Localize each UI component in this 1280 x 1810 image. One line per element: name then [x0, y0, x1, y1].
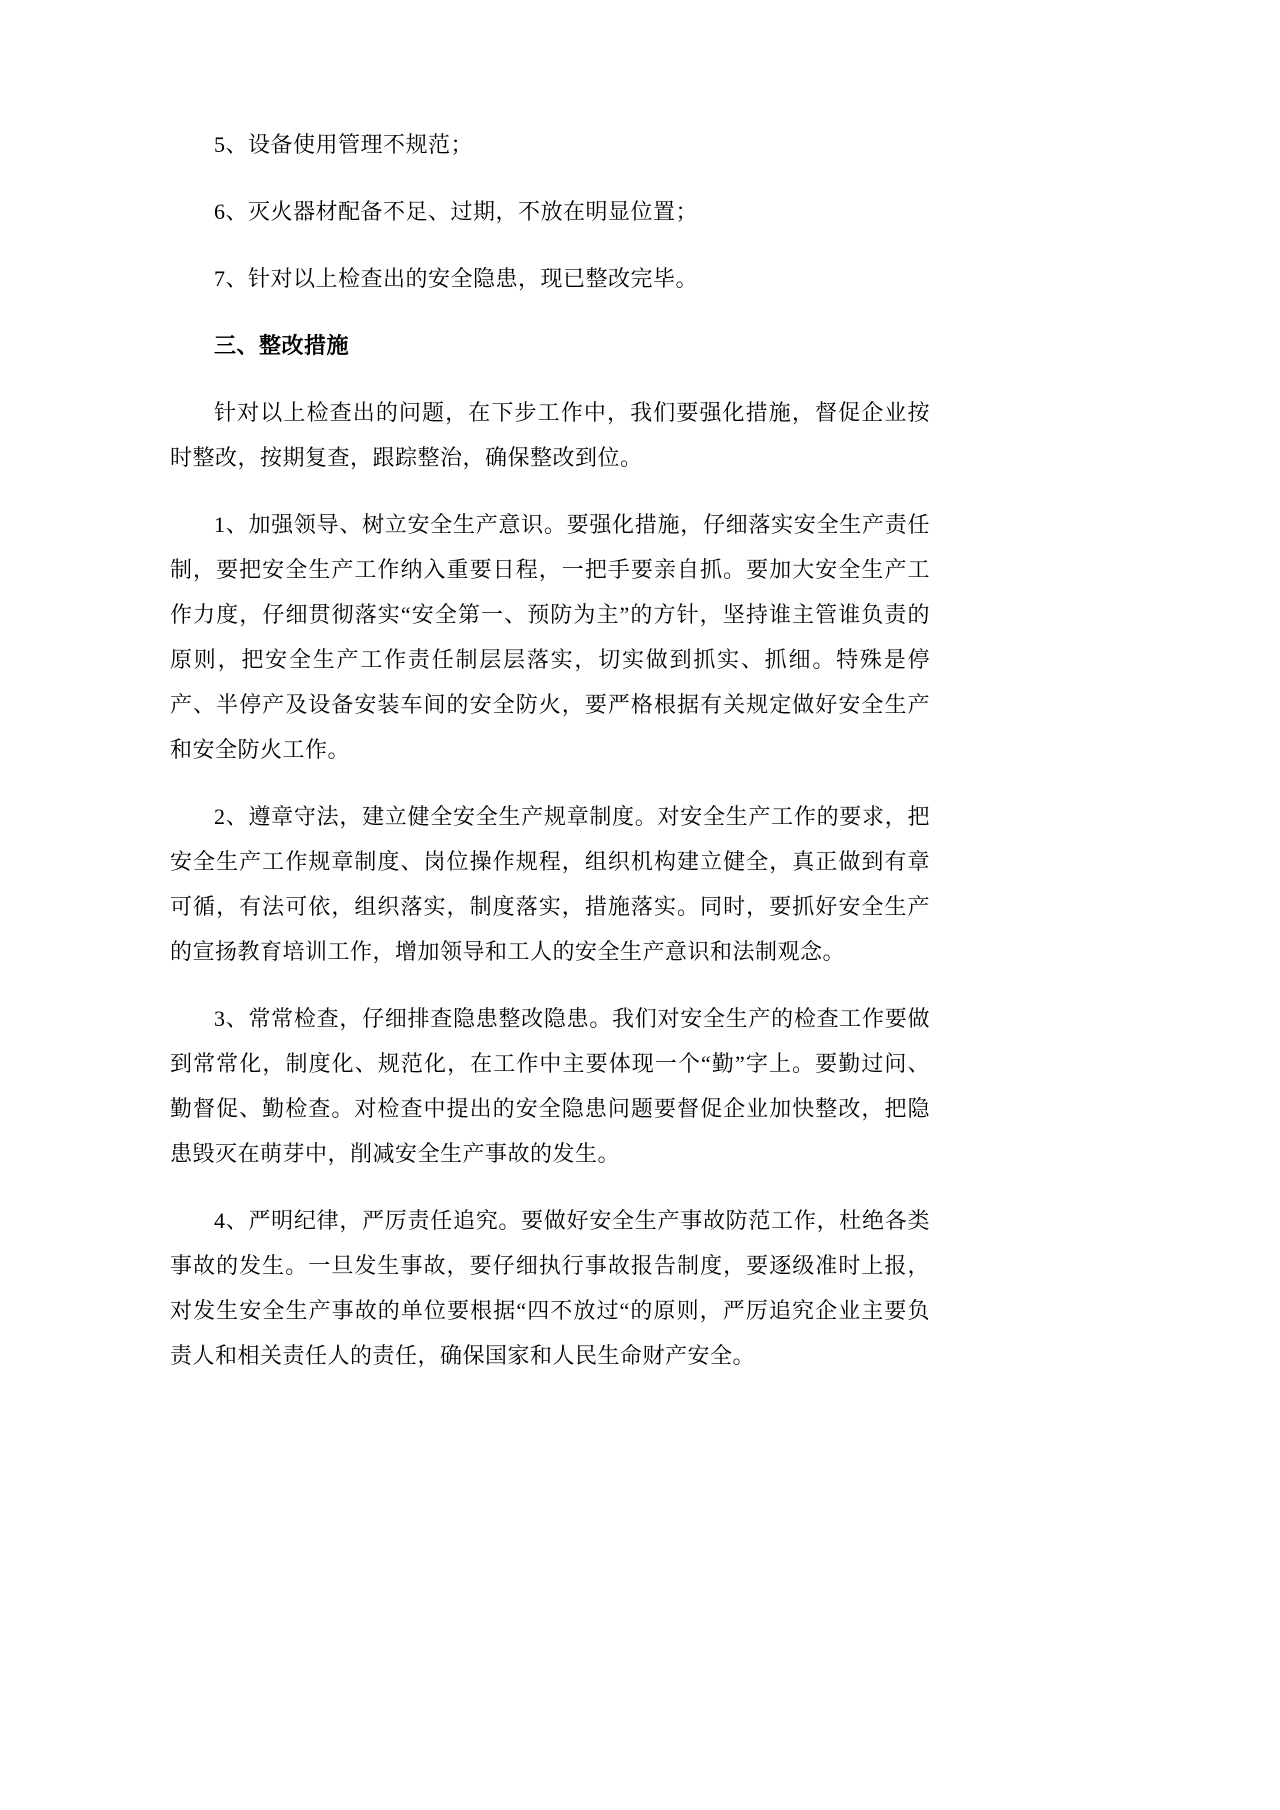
list-item-7: 7、针对以上检查出的安全隐患，现已整改完毕。	[214, 266, 699, 291]
list-item-5: 5、设备使用管理不规范；	[214, 132, 474, 157]
measure-item-1: 1、加强领导、树立安全生产意识。要强化措施，仔细落实安全生产责任制，要把安全生产工作纳入重要日程，一把手要亲自抓。要加大安全生产工作力度，仔细贯彻落实“安全第一、预防为主”的方针，坚持谁主管谁负责的原则，把安全生产工作责任制层层落实，切实做到抓实、抓细。特殊是停产、半停产及设备安装车间的安全防火，要严格根据有关规定做好安全生产和安全防火工作。	[170, 512, 930, 762]
paragraph-intro: 针对以上检查出的问题，在下步工作中，我们要强化措施，督促企业按时整改，按期复查，跟踪整治，确保整改到位。	[170, 400, 930, 470]
measure-item-3: 3、常常检查，仔细排查隐患整改隐患。我们对安全生产的检查工作要做到常常化，制度化、规范化，在工作中主要体现一个“勤”字上。要勤过问、勤督促、勤检查。对检查中提出的安全隐患问题要督促企业加快整改，把隐患毁灭在萌芽中，削减安全生产事故的发生。	[170, 1006, 930, 1166]
section-heading-rectification-measures: 三、整改措施	[214, 333, 350, 358]
measure-item-4: 4、严明纪律，严厉责任追究。要做好安全生产事故防范工作，杜绝各类事故的发生。一旦发生事故，要仔细执行事故报告制度，要逐级准时上报，对发生安全生产事故的单位要根据“四不放过“的原则，严厉追究企业主要负责人和相关责任人的责任，确保国家和人民生命财产安全。	[170, 1208, 930, 1368]
measure-item-2: 2、遵章守法，建立健全安全生产规章制度。对安全生产工作的要求，把安全生产工作规章制度、岗位操作规程，组织机构建立健全，真正做到有章可循，有法可依，组织落实，制度落实，措施落实。同时，要抓好安全生产的宣扬教育培训工作，增加领导和工人的安全生产意识和法制观念。	[170, 804, 930, 964]
list-item-6: 6、灭火器材配备不足、过期，不放在明显位置；	[214, 199, 699, 224]
